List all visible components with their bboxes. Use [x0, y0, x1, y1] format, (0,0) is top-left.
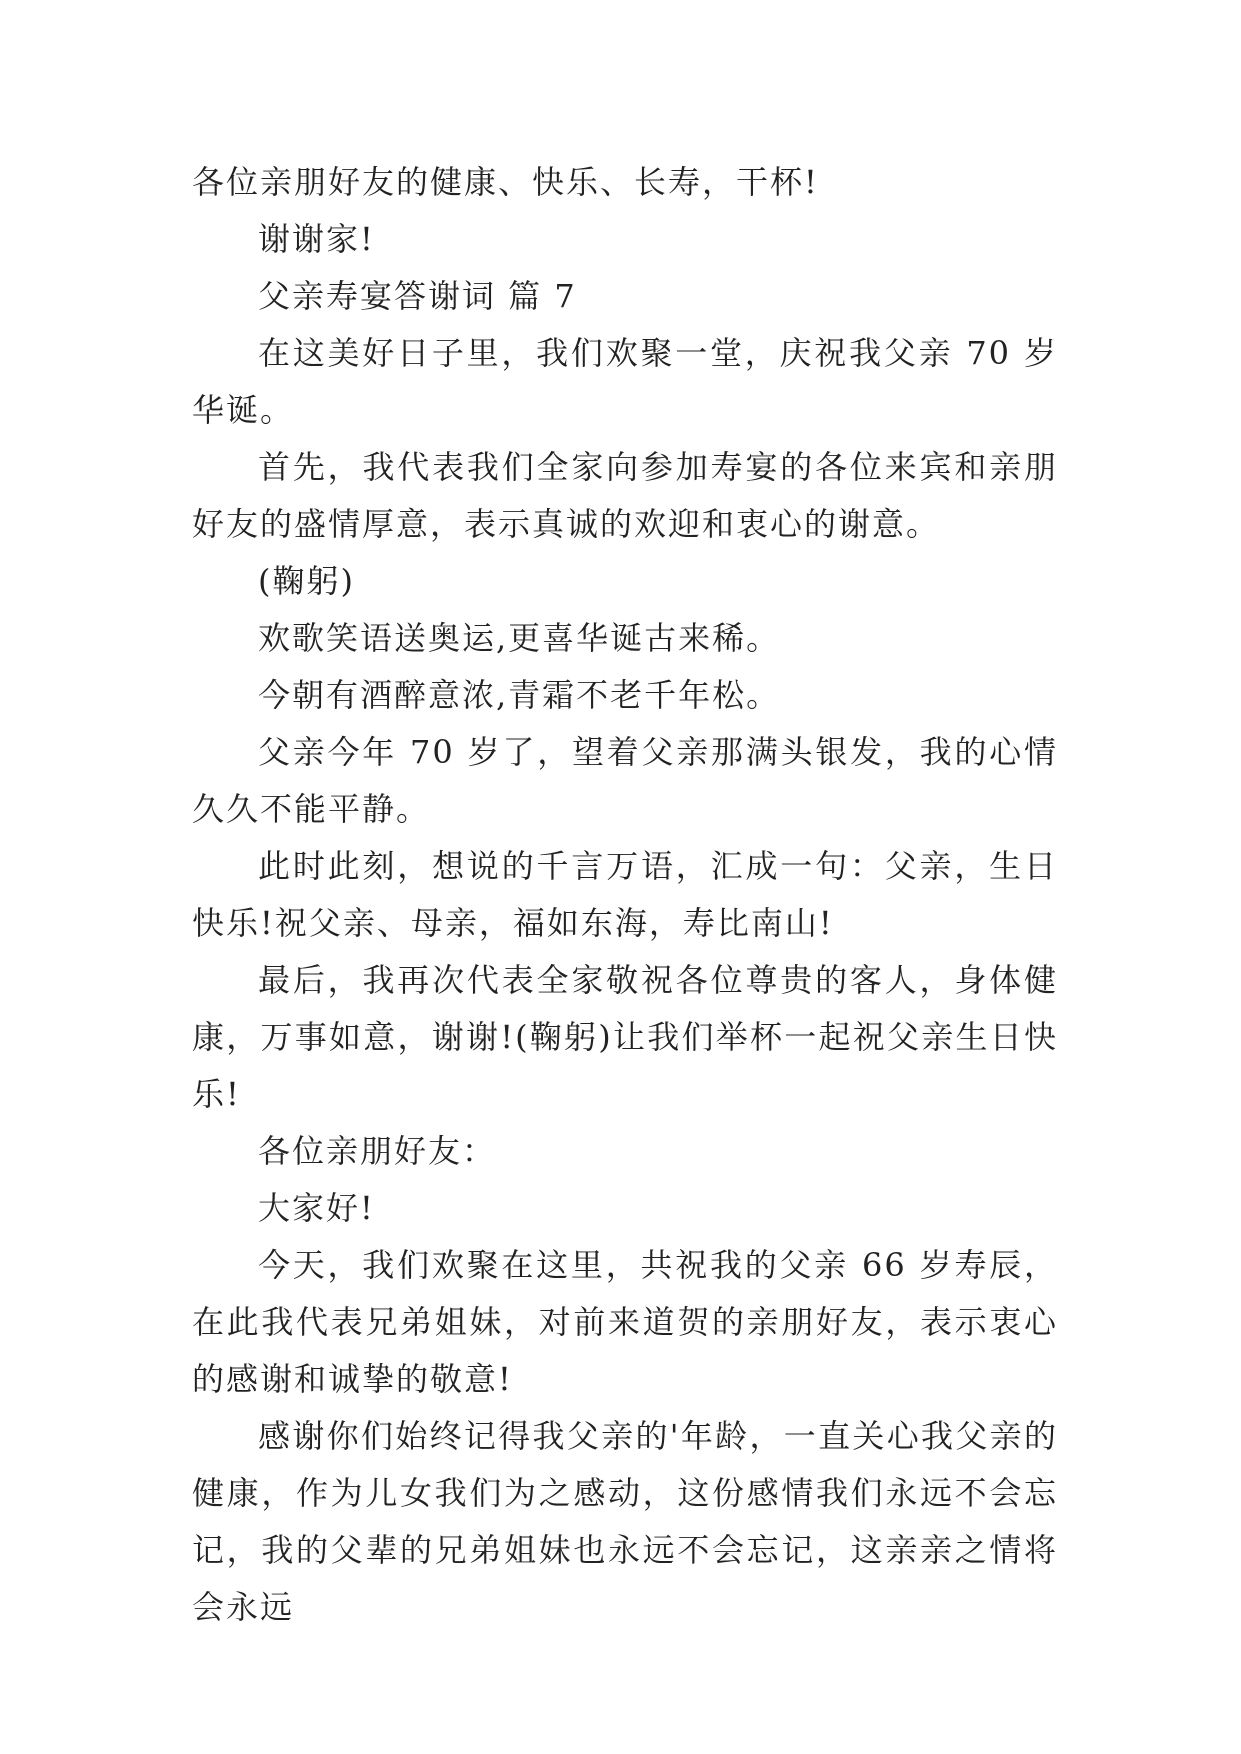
paragraph-9: 此时此刻，想说的千言万语，汇成一句：父亲，生日快乐!祝父亲、母亲，福如东海，寿比南山! [192, 847, 1058, 942]
paragraph-12: 大家好! [258, 1189, 375, 1227]
paragraph-13: 今天，我们欢聚在这里，共祝我的父亲 66 岁寿辰，在此我代表兄弟姐妹，对前来道贺的亲朋好友，表示衷心的感谢和诚挚的敬意! [192, 1246, 1058, 1398]
paragraph-6: 欢歌笑语送奥运,更喜华诞古来稀。 [258, 619, 781, 657]
paragraph-8: 父亲今年 70 岁了，望着父亲那满头银发，我的心情久久不能平静。 [192, 733, 1058, 828]
paragraph-14: 感谢你们始终记得我父亲的'年龄，一直关心我父亲的健康，作为儿女我们为之感动，这份感情我们永远不会忘记，我的父辈的兄弟姐妹也永远不会忘记，这亲亲之情将会永远 [192, 1417, 1058, 1626]
paragraph-11: 各位亲朋好友： [258, 1132, 497, 1170]
paragraph-4: 首先，我代表我们全家向参加寿宴的各位来宾和亲朋好友的盛情厚意，表示真诚的欢迎和衷心的谢意。 [192, 448, 1058, 543]
paragraph-5: (鞠躬) [258, 562, 355, 600]
paragraph-2: 谢谢家! [258, 220, 375, 258]
paragraph-1: 各位亲朋好友的健康、快乐、长寿，干杯! [192, 163, 819, 201]
document-body [192, 154, 1058, 1636]
paragraph-7: 今朝有酒醉意浓,青霜不老千年松。 [258, 676, 781, 714]
section-heading: 父亲寿宴答谢词 篇 7 [258, 277, 577, 315]
paragraph-10: 最后，我再次代表全家敬祝各位尊贵的客人，身体健康，万事如意，谢谢!(鞠躬)让我们举杯一起祝父亲生日快乐! [192, 961, 1058, 1113]
paragraph-3: 在这美好日子里，我们欢聚一堂，庆祝我父亲 70 岁华诞。 [192, 334, 1058, 429]
